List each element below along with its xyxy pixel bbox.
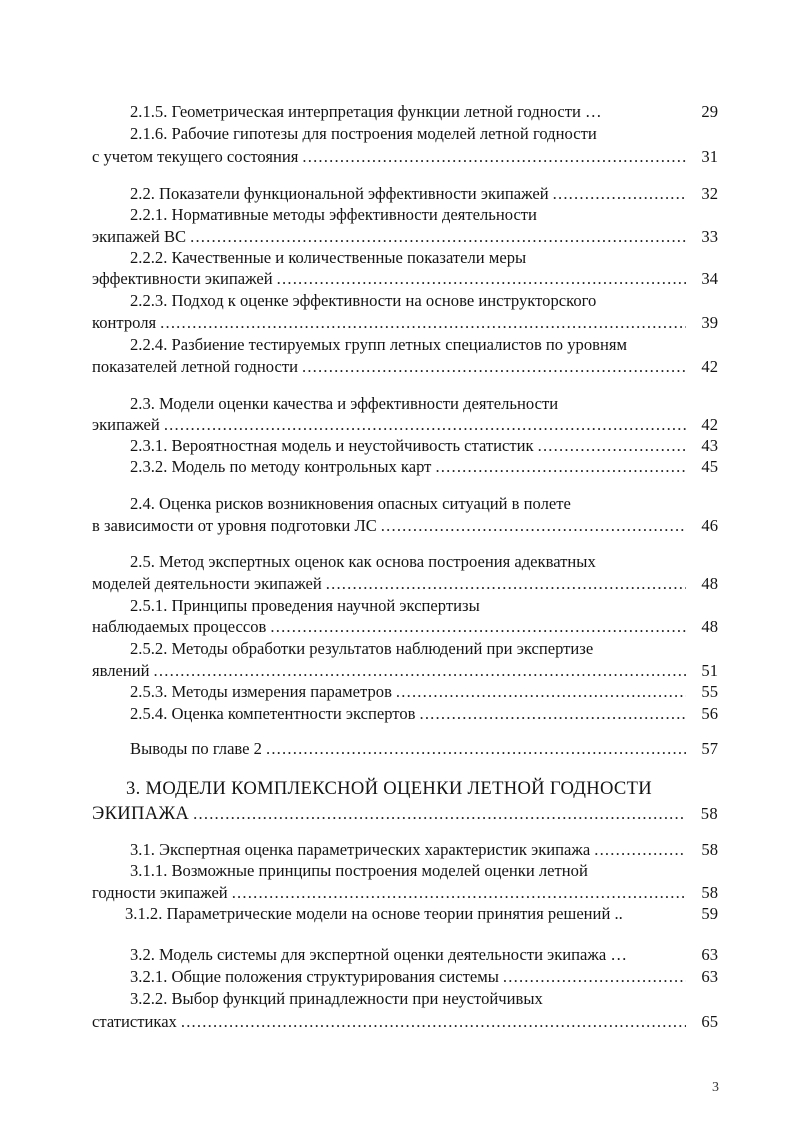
toc-entry-2-1-5 bbox=[92, 101, 718, 123]
toc-leader bbox=[326, 573, 686, 595]
toc-entry-text: с учетом текущего состояния bbox=[92, 147, 299, 166]
toc-entry-2-2-2 bbox=[92, 268, 718, 290]
toc-chapter-3 bbox=[92, 803, 718, 825]
toc-entry-3-2 bbox=[92, 944, 718, 966]
toc-page-number: 32 bbox=[701, 184, 718, 203]
toc-entry-2-5-3 bbox=[92, 681, 718, 703]
toc-entry-2-2-3-title: 2.2.3. Подход к оценке эффективности на основе инструкторского bbox=[130, 291, 597, 310]
toc-leader bbox=[302, 146, 686, 168]
toc-page-number: 59 bbox=[701, 904, 718, 923]
toc-entry-2-5 bbox=[92, 573, 718, 595]
toc-page-number: 58 bbox=[701, 840, 718, 859]
toc-entry-text: в зависимости от уровня подготовки ЛС bbox=[92, 516, 377, 535]
toc-entry-text: 2.5.4. Оценка компетентности экспертов bbox=[130, 704, 416, 723]
toc-entry-2-5-1 bbox=[92, 616, 718, 638]
toc-entry-2-3 bbox=[92, 414, 718, 436]
toc-entry-2-5-4 bbox=[92, 703, 718, 725]
toc-entry-text: экипажей bbox=[92, 415, 160, 434]
toc-leader bbox=[396, 681, 686, 703]
toc-leader bbox=[266, 738, 686, 760]
toc-entry-3-2-1 bbox=[92, 966, 718, 988]
toc-entry-2-3-1 bbox=[92, 435, 718, 457]
toc-entry-text: 2.3.2. Модель по методу контрольных карт bbox=[130, 457, 432, 476]
toc-entry-text: 3.2.1. Общие положения структурирования системы bbox=[130, 967, 499, 986]
toc-entry-2-3-title: 2.3. Модели оценки качества и эффективности деятельности bbox=[130, 394, 559, 413]
toc-page-number: 33 bbox=[701, 227, 718, 246]
toc-entry-text: Выводы по главе 2 bbox=[130, 739, 262, 758]
toc-page-number: 43 bbox=[701, 436, 718, 455]
toc-page-number: 34 bbox=[701, 269, 718, 288]
toc-entry-3-1-1-title: 3.1.1. Возможные принципы построения моделей оценки летной bbox=[130, 861, 588, 880]
toc-entry-2-4 bbox=[92, 515, 718, 537]
toc-page-number: 58 bbox=[701, 883, 718, 902]
toc-page-number: 48 bbox=[701, 617, 718, 636]
toc-page-number: 45 bbox=[701, 457, 718, 476]
toc-entry-text: 3.1. Экспертная оценка параметрических характеристик экипажа bbox=[130, 840, 591, 859]
toc-entry-conclusions-ch2 bbox=[92, 738, 718, 760]
toc-page-number: 65 bbox=[701, 1012, 718, 1031]
toc-chapter-3-title: 3. МОДЕЛИ КОМПЛЕКСНОЙ ОЦЕНКИ ЛЕТНОЙ ГОДНОСТИ bbox=[126, 778, 652, 799]
toc-leader bbox=[435, 456, 686, 478]
toc-entry-2-2-3 bbox=[92, 312, 718, 334]
toc-page-number: 58 bbox=[700, 804, 718, 823]
toc-entry-text: наблюдаемых процессов bbox=[92, 617, 267, 636]
toc-entry-2-3-2 bbox=[92, 456, 718, 478]
toc-entry-text: годности экипажей bbox=[92, 883, 228, 902]
toc-entry-3-2-2-title: 3.2.2. Выбор функций принадлежности при неустойчивых bbox=[130, 989, 543, 1008]
page-number: 3 bbox=[712, 1080, 719, 1095]
toc-entry-3-1-2 bbox=[92, 903, 718, 925]
toc-entry-3-1-1 bbox=[92, 882, 718, 904]
toc-leader bbox=[594, 839, 686, 861]
toc-entry-text: эффективности экипажей bbox=[92, 269, 273, 288]
toc-page-number: 63 bbox=[701, 967, 718, 986]
toc-leader bbox=[302, 356, 686, 378]
toc-entry-text: ЭКИПАЖА bbox=[92, 803, 190, 824]
toc-page-number: 63 bbox=[701, 945, 718, 964]
toc-entry-text: 3.1.2. Параметрические модели на основе теории принятия решений .. bbox=[125, 904, 623, 923]
toc-entry-text: статистиках bbox=[92, 1012, 177, 1031]
toc-leader bbox=[160, 312, 686, 334]
toc-page-number: 39 bbox=[701, 313, 718, 332]
toc-entry-text: 2.5.3. Методы измерения параметров bbox=[130, 682, 392, 701]
toc-page-number: 48 bbox=[701, 574, 718, 593]
toc-page-number: 46 bbox=[701, 516, 718, 535]
toc-page-number: 42 bbox=[701, 415, 718, 434]
toc-entry-3-1 bbox=[92, 839, 718, 861]
toc-leader bbox=[553, 183, 686, 205]
toc-entry-text: моделей деятельности экипажей bbox=[92, 574, 322, 593]
toc-entry-2-1-6 bbox=[92, 146, 718, 168]
toc-entry-2-5-2-title: 2.5.2. Методы обработки результатов наблюдений при экспертизе bbox=[130, 639, 594, 658]
toc-leader bbox=[277, 268, 686, 290]
toc-page-number: 29 bbox=[701, 102, 718, 121]
toc-leader bbox=[181, 1011, 686, 1033]
toc-entry-3-2-2 bbox=[92, 1011, 718, 1033]
toc-page-number: 31 bbox=[701, 147, 718, 166]
toc-leader bbox=[164, 414, 686, 436]
toc-entry-2-2-1-title: 2.2.1. Нормативные методы эффективности деятельности bbox=[130, 205, 537, 224]
toc-leader bbox=[190, 226, 686, 248]
toc-page-number: 57 bbox=[701, 739, 718, 758]
toc-entry-2-2 bbox=[92, 183, 718, 205]
toc-leader bbox=[154, 660, 686, 682]
toc-entry-text: экипажей ВС bbox=[92, 227, 187, 246]
toc-entry-text: показателей летной годности bbox=[92, 357, 298, 376]
toc-entry-2-2-4-title: 2.2.4. Разбиение тестируемых групп летных специалистов по уровням bbox=[130, 335, 627, 354]
toc-entry-2-2-1 bbox=[92, 226, 718, 248]
toc-page-number: 55 bbox=[701, 682, 718, 701]
toc-entry-2-5-1-title: 2.5.1. Принципы проведения научной экспертизы bbox=[130, 596, 480, 615]
toc-entry-2-1-6-title: 2.1.6. Рабочие гипотезы для построения моделей летной годности bbox=[130, 124, 597, 143]
toc-page-number: 56 bbox=[701, 704, 718, 723]
toc-leader bbox=[270, 616, 686, 638]
toc-entry-text: 3.2. Модель системы для экспертной оценки деятельности экипажа … bbox=[130, 945, 627, 964]
toc-page-number: 42 bbox=[701, 357, 718, 376]
toc-entry-text: 2.1.5. Геометрическая интерпретация функции летной годности … bbox=[130, 102, 602, 121]
toc-entry-2-2-4 bbox=[92, 356, 718, 378]
toc-entry-2-5-title: 2.5. Метод экспертных оценок как основа построения адекватных bbox=[130, 552, 596, 571]
toc-leader bbox=[381, 515, 686, 537]
toc-leader bbox=[538, 435, 686, 457]
toc-entry-text: 2.3.1. Вероятностная модель и неустойчивость статистик bbox=[130, 436, 534, 455]
toc-leader bbox=[419, 703, 686, 725]
toc-page-number: 51 bbox=[701, 661, 718, 680]
toc-entry-2-2-2-title: 2.2.2. Качественные и количественные показатели меры bbox=[130, 248, 527, 267]
toc-leader bbox=[193, 803, 686, 825]
toc-entry-text: контроля bbox=[92, 313, 157, 332]
toc-entry-text: явлений bbox=[92, 661, 150, 680]
toc-leader bbox=[232, 882, 686, 904]
toc-entry-2-4-title: 2.4. Оценка рисков возникновения опасных ситуаций в полете bbox=[130, 494, 571, 513]
toc-leader bbox=[503, 966, 686, 988]
toc-entry-text: 2.2. Показатели функциональной эффективности экипажей bbox=[130, 184, 549, 203]
toc-entry-2-5-2 bbox=[92, 660, 718, 682]
